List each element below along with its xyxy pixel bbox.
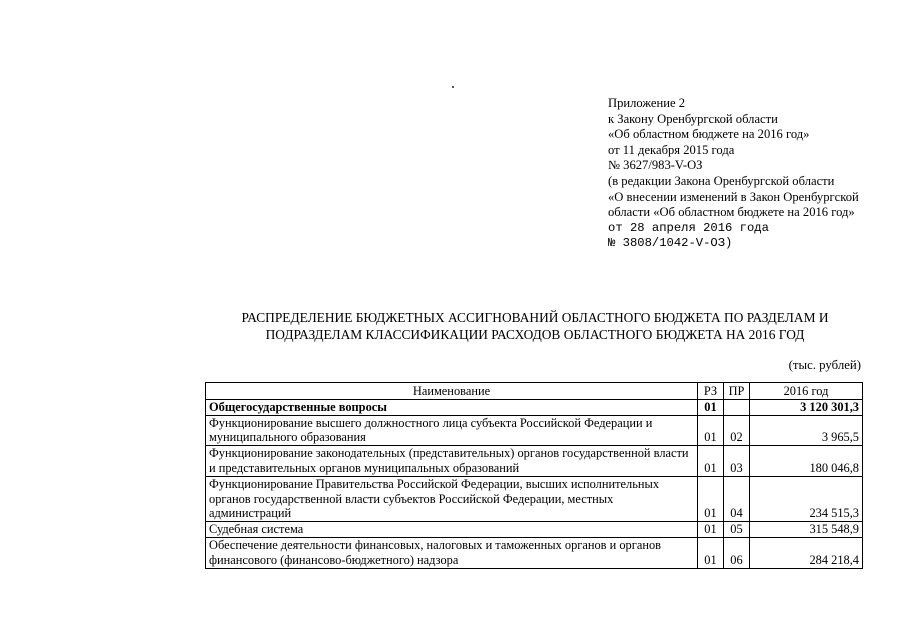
row-value: 315 548,9 xyxy=(750,522,863,538)
row-rz: 01 xyxy=(698,399,724,415)
row-rz: 01 xyxy=(698,476,724,521)
row-value: 234 515,3 xyxy=(750,476,863,521)
header-name: Наименование xyxy=(206,383,698,400)
title-line-1: РАСПРЕДЕЛЕНИЕ БЮДЖЕТНЫХ АССИГНОВАНИЙ ОБЛАСТНОГО БЮДЖЕТА ПО РАЗДЕЛАМ И xyxy=(241,310,829,325)
header-rz: РЗ xyxy=(698,383,724,400)
row-value: 3 120 301,3 xyxy=(750,399,863,415)
row-pr: 06 xyxy=(724,537,750,568)
row-pr xyxy=(724,399,750,415)
row-name: Обеспечение деятельности финансовых, налоговых и таможенных органов и органов финансового (финансово-бюджетного) надзора xyxy=(206,537,698,568)
table-row xyxy=(206,537,863,568)
row-pr: 03 xyxy=(724,446,750,477)
table-row xyxy=(206,415,863,446)
appendix-header xyxy=(608,96,898,252)
row-name: Функционирование законодательных (представительных) органов государственной власти и представительных органов муниципальных образований xyxy=(206,446,698,477)
budget-table xyxy=(205,382,863,569)
header-pr: ПР xyxy=(724,383,750,400)
row-value: 284 218,4 xyxy=(750,537,863,568)
header-line: «О внесении изменений в Закон Оренбургской xyxy=(608,189,859,204)
header-line: от 11 декабря 2015 года xyxy=(608,142,735,157)
title-line-2: ПОДРАЗДЕЛАМ КЛАССИФИКАЦИИ РАСХОДОВ ОБЛАСТНОГО БЮДЖЕТА НА 2016 ГОД xyxy=(265,326,805,342)
row-rz: 01 xyxy=(698,522,724,538)
row-pr: 04 xyxy=(724,476,750,521)
table-row xyxy=(206,476,863,521)
row-value: 180 046,8 xyxy=(750,446,863,477)
header-typed-number: № 3808/1042-V-ОЗ) xyxy=(608,236,733,251)
row-value: 3 965,5 xyxy=(750,415,863,446)
row-rz: 01 xyxy=(698,446,724,477)
table-row xyxy=(206,399,863,415)
header-year: 2016 год xyxy=(750,383,863,400)
header-typed-date: от 28 апреля 2016 года xyxy=(608,220,769,235)
row-name: Судебная система xyxy=(206,522,698,538)
table-row xyxy=(206,446,863,477)
header-line: Приложение 2 xyxy=(608,96,686,110)
row-pr: 05 xyxy=(724,522,750,538)
row-rz: 01 xyxy=(698,415,724,446)
document-title xyxy=(205,310,865,343)
units-label: (тыс. рублей) xyxy=(788,358,861,372)
header-line: № 3627/983-V-ОЗ xyxy=(608,158,703,173)
header-line: «Об областном бюджете на 2016 год» xyxy=(608,127,810,142)
row-name: Функционирование Правительства Российской Федерации, высших исполнительных органов государственной власти субъектов Российской Федерации, местных администраций xyxy=(206,476,698,521)
row-pr: 02 xyxy=(724,415,750,446)
row-name: Функционирование высшего должностного лица субъекта Российской Федерации и муниципального образования xyxy=(206,415,698,446)
table-header-row xyxy=(206,383,863,400)
header-line: области «Об областном бюджете на 2016 год» xyxy=(608,205,855,220)
header-line: (в редакции Закона Оренбургской области xyxy=(608,173,835,188)
row-rz: 01 xyxy=(698,537,724,568)
row-name: Общегосударственные вопросы xyxy=(206,399,698,415)
scan-speck xyxy=(452,86,454,88)
table-row xyxy=(206,522,863,538)
header-line: к Закону Оренбургской области xyxy=(608,111,778,126)
